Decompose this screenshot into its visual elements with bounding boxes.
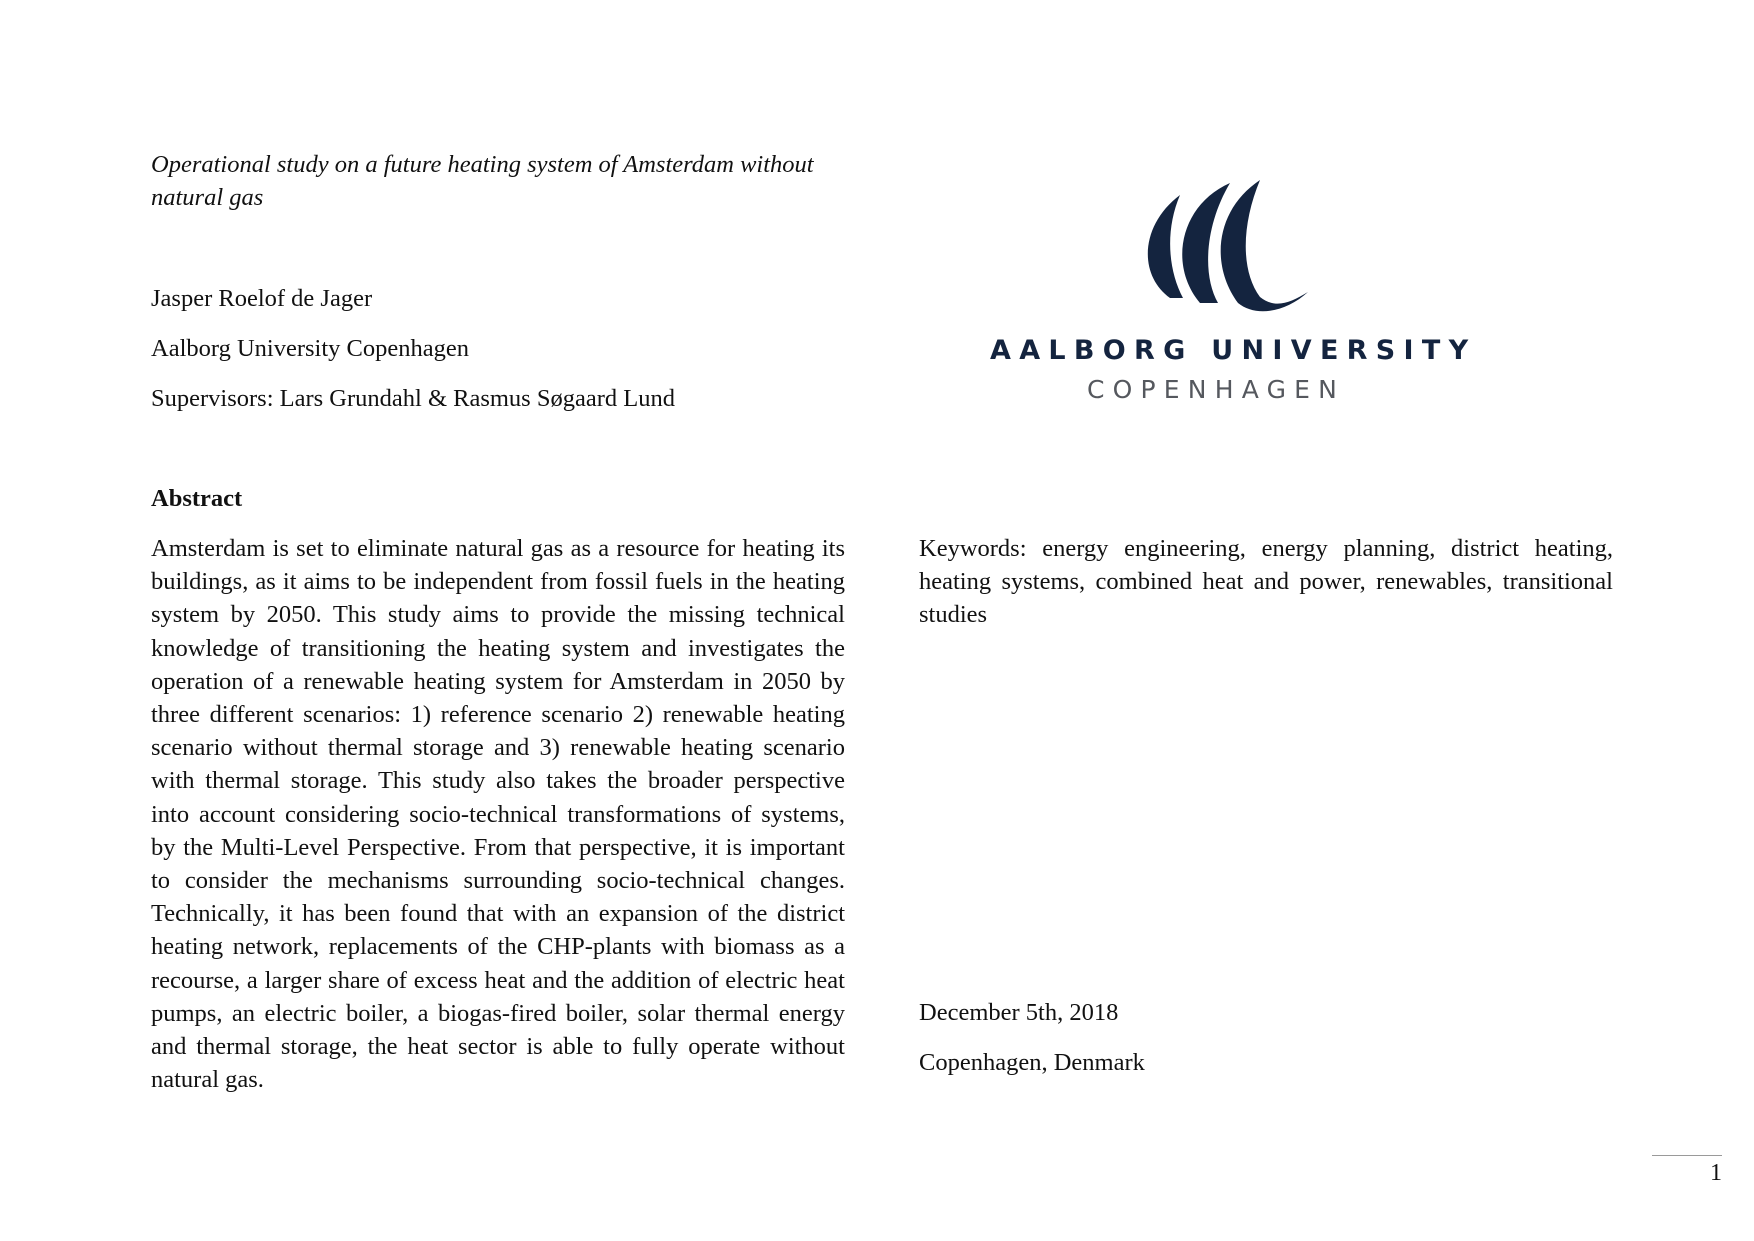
supervisors: Supervisors: Lars Grundahl & Rasmus Søgaard Lund	[151, 385, 675, 412]
date: December 5th, 2018	[919, 999, 1119, 1026]
page-number: 1	[1710, 1160, 1722, 1186]
university-logo	[990, 175, 1530, 430]
footer-rule	[1652, 1155, 1722, 1156]
keywords: Keywords: energy engineering, energy planning, district heating, heating systems, combined heat and power, renewables, transitional studies	[919, 535, 1613, 629]
logo-waves-icon	[990, 175, 1530, 335]
author-name: Jasper Roelof de Jager	[151, 285, 373, 312]
logo-name: AALBORG UNIVERSITY	[990, 335, 1477, 366]
location: Copenhagen, Denmark	[919, 1049, 1145, 1076]
document-title: Operational study on a future heating system of Amsterdam without natural gas	[151, 151, 814, 211]
abstract-heading: Abstract	[151, 485, 243, 512]
institution: Aalborg University Copenhagen	[151, 335, 469, 362]
logo-subtitle: COPENHAGEN	[1087, 375, 1346, 404]
abstract-text: Amsterdam is set to eliminate natural gas as a resource for heating its buildings, as it aims to be independent from fossil fuels in the heating system by 2050. This study aims to provide the missing technical knowledge of transitioning the heating system and investigates the operation of a renewable heating system for Amsterdam in 2050 by three different scenarios: 1) reference scenario 2) renewable heating scenario without thermal storage and 3) renewable heating scenario with thermal storage. This study also takes the broader perspective into account considering socio-technical transformations of systems, by the Multi-Level Perspective. From that perspective, it is important to consider the mechanisms surrounding socio-technical changes. Technically, it has been found that with an expansion of the district heating network, replacements of the CHP-plants with biomass as a recourse, a larger share of excess heat and the addition of electric heat pumps, an electric boiler, a biogas-fired boiler, solar thermal energy and thermal storage, the heat sector is able to fully operate without natural gas.	[151, 535, 845, 1094]
